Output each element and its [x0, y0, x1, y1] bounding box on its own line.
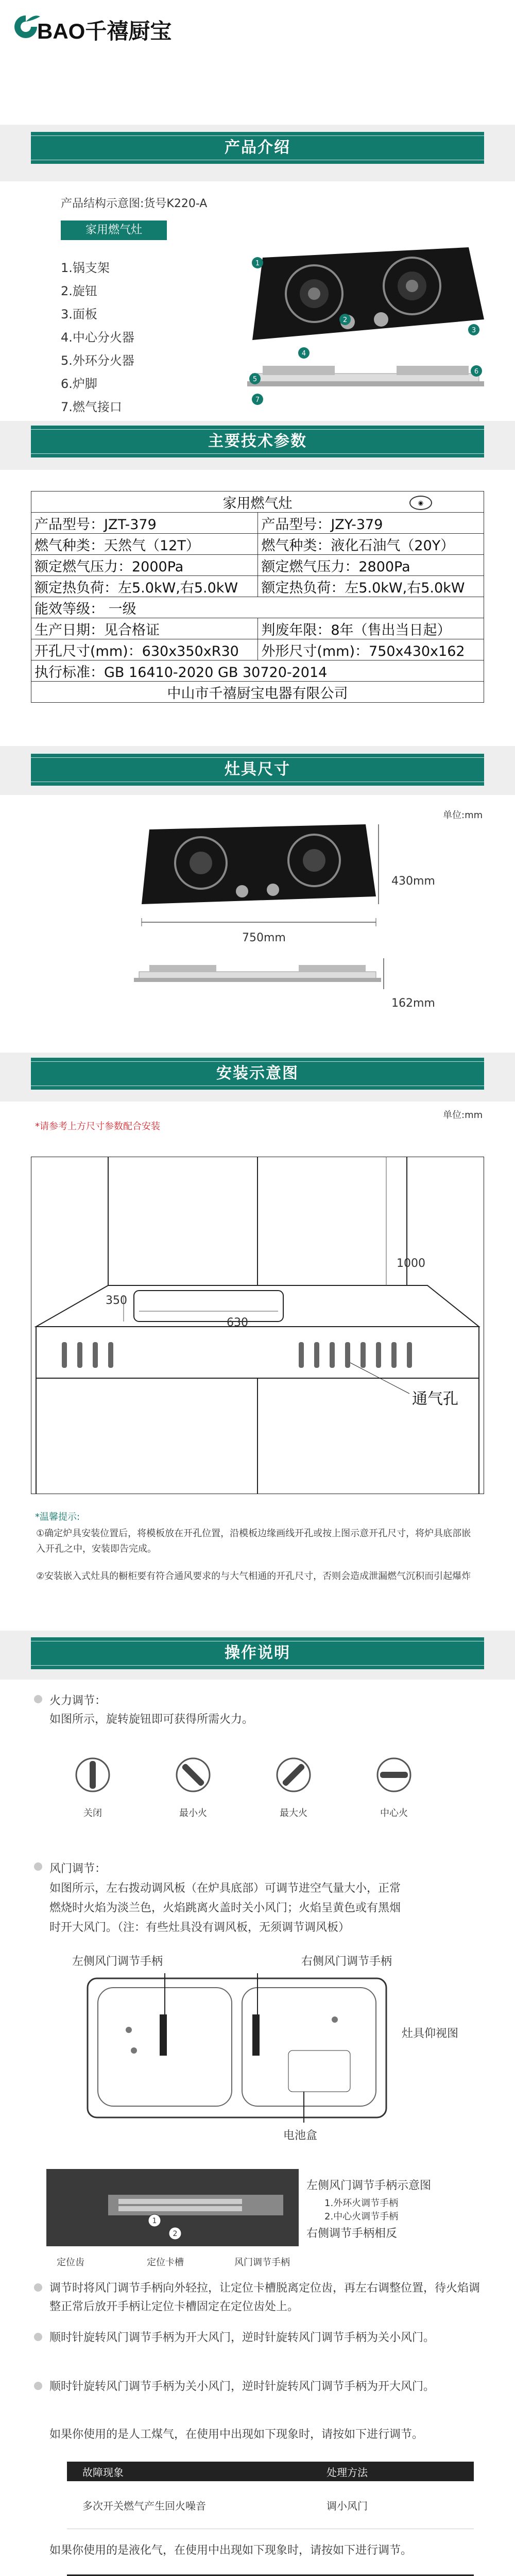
part-item: 2.旋钮 [61, 284, 97, 298]
spec-cell: 开孔尺寸(mm)：630x350xR30 [31, 639, 258, 660]
op-bullet: 调节时将风门调节手柄向外轻拉，让定位卡槽脱离定位齿，再左右调整位置，待火焰调整正常后放开手柄让定位卡槽固定在定位齿处上。 [49, 2282, 480, 2313]
part-item: 5.外环分火器 [61, 353, 134, 368]
damper-handle-illustration [46, 2169, 299, 2246]
section-title: 灶具尺寸 [225, 760, 290, 778]
part-item: 6.炉脚 [61, 377, 97, 391]
installation-illustration [31, 1157, 484, 1494]
section-title: 产品介绍 [225, 139, 290, 157]
section-title: 操作说明 [225, 1644, 290, 1662]
spec-cell: 燃气种类：天然气（12T） [31, 534, 258, 555]
callout-1: 1 [255, 260, 260, 267]
spec-cell: 外形尺寸(mm)：750x430x162 [258, 639, 484, 660]
callout-4: 4 [301, 350, 306, 358]
dim-width: 750mm [242, 931, 286, 944]
part-item: 4.中心分火器 [61, 330, 134, 345]
label-bottom-view: 灶具仰视图 [402, 2027, 459, 2040]
fire-desc: 如图所示，旋转旋钮即可获得所需火力。 [49, 1713, 254, 1726]
diagram2-item: 2.中心火调节手柄 [324, 2211, 399, 2222]
knob-label: 关闭 [83, 1808, 102, 1819]
label-right-handle: 右侧风门调节手柄 [301, 1955, 392, 1968]
label-battery: 电池盒 [283, 2129, 318, 2142]
man-gas-text: 如果你使用的是人工煤气，在使用中出现如下现象时，请按如下进行调节。 [49, 2428, 424, 2441]
op-bullet: 顺时针旋转风门调节手柄为开大风门，逆时针旋转风门调节手柄为关小风门。 [49, 2331, 435, 2344]
dim-630: 630 [227, 1316, 248, 1329]
part-item: 7.燃气接口 [61, 400, 122, 414]
stove-dimension-illustration [118, 819, 407, 1010]
table-header: 故障现象 [67, 2462, 311, 2481]
section-banner-install [31, 1058, 484, 1090]
spec-cell: 执行标准：GB 16410-2020 GB 30720-2014 [31, 660, 484, 682]
dim-1000: 1000 [397, 1257, 425, 1270]
lpg-text: 如果你使用的是液化气，在使用中出现如下现象时，请按如下进行调节。 [49, 2544, 413, 2557]
table-cell: 调小风门 [311, 2481, 474, 2529]
section-banner-intro [31, 132, 484, 164]
tip-1: ①确定炉具安装位置后，将模板放在开孔位置，沿模板边缘画线开孔或按上图示意开孔尺寸，将炉具底部嵌入开孔之中，安装即告完成。 [36, 1528, 471, 1554]
knob-label: 中心火 [380, 1808, 408, 1819]
stove-bottom-view-illustration [82, 1973, 391, 2123]
knob-label: 最小火 [179, 1808, 207, 1819]
vent-label: 通气孔 [412, 1390, 458, 1408]
table-row [67, 2481, 474, 2529]
logo-mark-icon [10, 11, 41, 42]
part-item: 3.面板 [61, 307, 97, 321]
spec-cell: 额定燃气压力：2800Pa [258, 555, 484, 576]
parts-list [61, 257, 134, 419]
section-banner-operation [31, 1637, 484, 1669]
diagram2-item: 1.外环火调节手柄 [324, 2198, 399, 2209]
table-cell: 多次开关燃气产生回火噪音 [67, 2481, 311, 2529]
spec-cell: 生产日期：见合格证 [31, 618, 258, 639]
brand-name: BAO千禧厨宝 [37, 19, 172, 43]
callout-7: 7 [255, 396, 260, 404]
callout-3: 3 [471, 327, 476, 334]
bullet-icon [34, 1862, 42, 1871]
section-banner-size [31, 754, 484, 786]
callout-1: 1 [152, 2217, 157, 2225]
bullet-icon [34, 2333, 42, 2341]
unit-label: 单位:mm [443, 810, 483, 821]
certification-icon: ◉ [409, 496, 432, 510]
air-desc-line: 燃烧时火焰为淡兰色，火焰跳离火盖时关小风门；火焰呈黄色或有黑烟 [49, 1902, 401, 1914]
spec-footer: 中山市千禧厨宝电器有限公司 [31, 682, 484, 703]
spec-cell: 产品型号：JZT-379 [31, 513, 258, 534]
callout-2: 2 [173, 2230, 178, 2238]
air-desc-line: 如图所示，左右拨动调风板（在炉具底部）可调节进空气量大小，正常 [49, 1882, 401, 1895]
label-slot: 定位卡槽 [147, 2257, 184, 2268]
dim-height: 162mm [391, 997, 435, 1010]
dim-depth: 430mm [391, 875, 435, 888]
callout-5: 5 [252, 376, 258, 383]
label-positioning-teeth: 定位齿 [57, 2257, 84, 2268]
air-title: 风门调节： [49, 1862, 107, 1875]
spec-cell: 判废年限：8年（售出当日起） [258, 618, 484, 639]
tips-title: *温馨提示: [35, 1512, 80, 1522]
spec-header-cell [31, 492, 484, 513]
label-damper-handle: 风门调节手柄 [234, 2257, 290, 2268]
air-desc-line: 时开大风门。（注：有些灶具没有调风板，无须调节调风板） [49, 1921, 350, 1934]
spec-cell: 额定热负荷：左5.0kW,右5.0kW [31, 576, 258, 597]
part-item: 1.锅支架 [61, 261, 110, 275]
brand-logo [10, 11, 227, 42]
stove-structure-illustration [242, 242, 489, 417]
spec-header: 家用燃气灶 [222, 495, 293, 512]
spec-table [31, 491, 484, 703]
fire-title: 火力调节： [49, 1694, 107, 1707]
callout-6: 6 [474, 368, 479, 376]
diagram-title: 产品结构示意图:货号K220-A [61, 197, 208, 210]
trouble-table-1 [67, 2462, 474, 2529]
spec-cell: 产品型号：JZY-379 [258, 513, 484, 534]
section-banner-specs [31, 426, 484, 457]
unit-label: 单位:mm [443, 1110, 483, 1121]
knob-label: 最大火 [280, 1808, 307, 1819]
bullet-icon [34, 1695, 42, 1703]
knob-positions-illustration [72, 1752, 422, 1798]
bullet-icon [34, 2283, 42, 2292]
spec-cell: 额定热负荷：左5.0kW,右5.0kW [258, 576, 484, 597]
spec-cell: 燃气种类：液化石油气（20Y） [258, 534, 484, 555]
diagram2-note: 右侧调节手柄相反 [306, 2227, 398, 2240]
diagram2-title: 左侧风门调节手柄示意图 [306, 2179, 432, 2192]
op-bullet: 顺时针旋转风门调节手柄为关小风门，逆时针旋转风门调节手柄为开大风门。 [49, 2380, 435, 2393]
section-title: 安装示意图 [216, 1064, 299, 1082]
section-title: 主要技术参数 [208, 432, 307, 450]
label-left-handle: 左侧风门调节手柄 [72, 1955, 163, 1968]
bullet-icon [34, 2382, 42, 2390]
spec-cell: 能效等级： 一级 [31, 597, 484, 618]
table-header: 处理方法 [311, 2462, 474, 2481]
tip-2: ②安装嵌入式灶具的橱柜要有符合通风要求的与大气相通的开孔尺寸，否则会造成泄漏燃气沉积而引起爆炸 [36, 1571, 471, 1582]
callout-2: 2 [342, 316, 348, 324]
product-tag: 家用燃气灶 [61, 221, 167, 240]
dim-350: 350 [106, 1294, 127, 1307]
spec-cell: 额定燃气压力：2000Pa [31, 555, 258, 576]
install-note: *请参考上方尺寸参数配合安装 [35, 1121, 160, 1132]
